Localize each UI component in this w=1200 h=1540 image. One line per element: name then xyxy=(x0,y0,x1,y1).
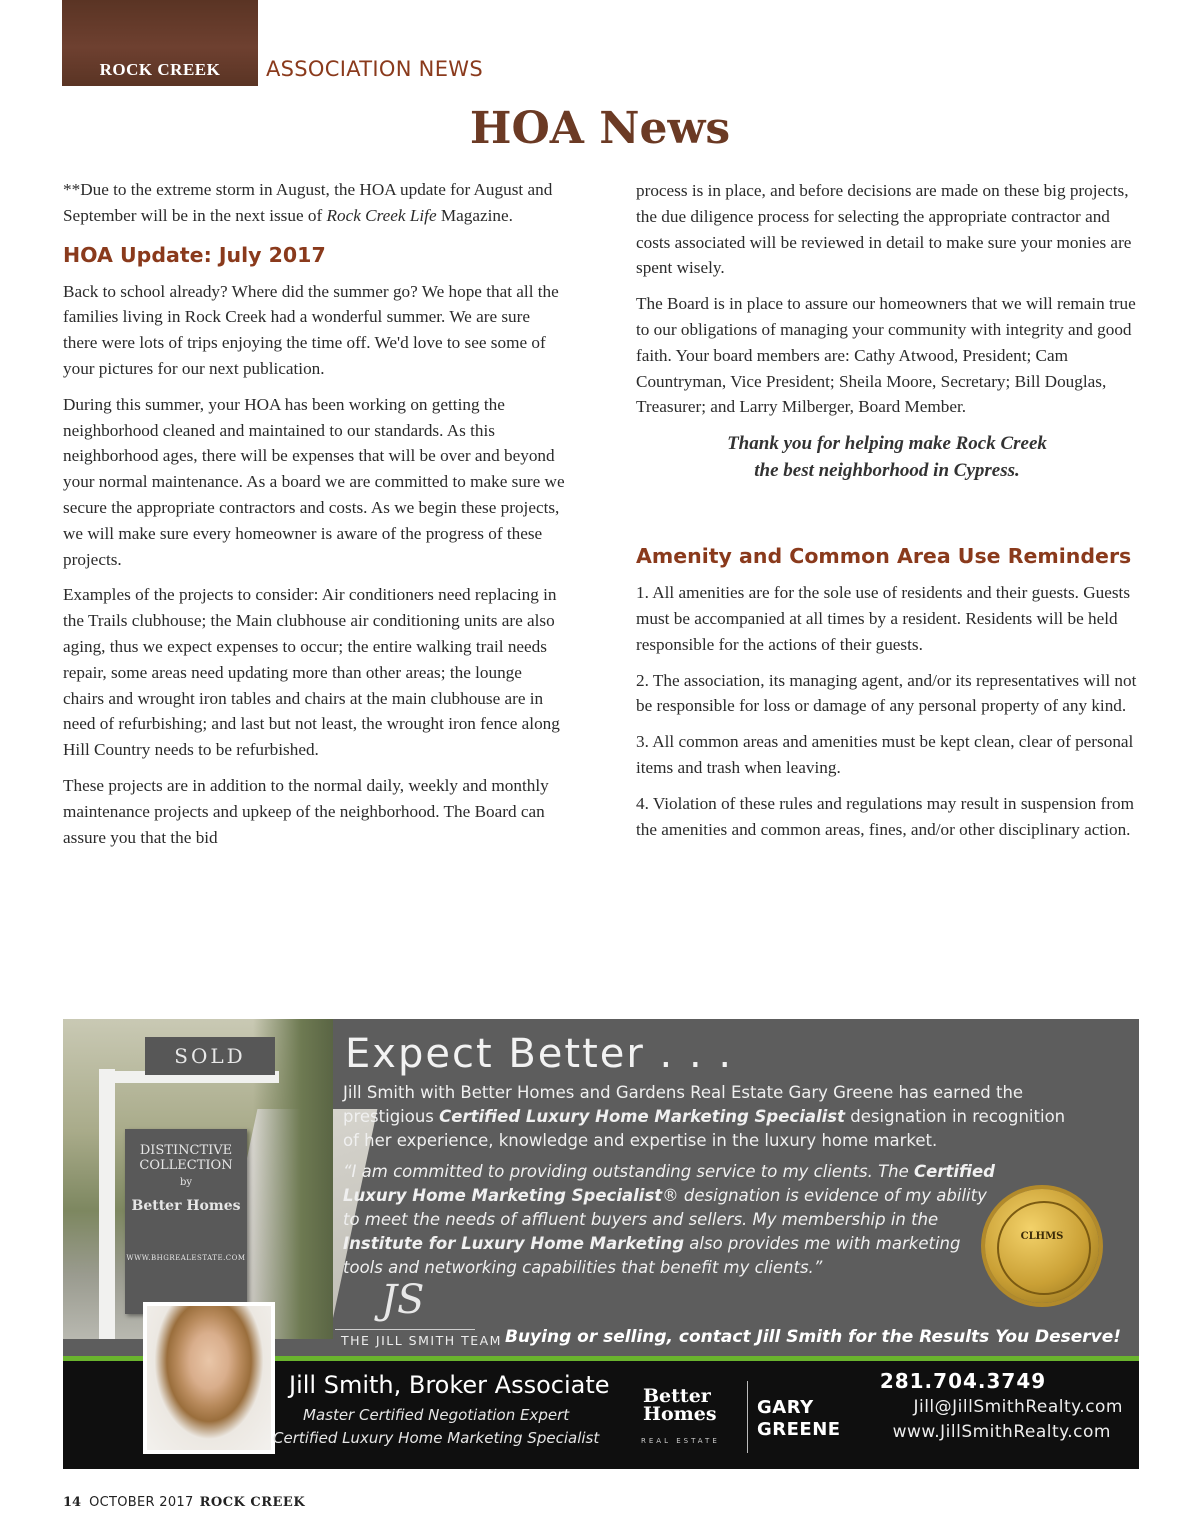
sign-post xyxy=(99,1069,115,1339)
rule-item: 4. Violation of these rules and regulations may result in suspension from the amenities and common areas, fines, and/or other disciplinary action. xyxy=(636,793,1134,839)
agent-phone: 281.704.3749 xyxy=(879,1369,1047,1393)
gary-greene-logo: GARY GREENE xyxy=(757,1397,841,1440)
ad-intro: Jill Smith with Better Homes and Gardens Real Estate Gary Greene has earned the prestigious Certified Luxury Home Marketing Specialist designation in recognition of her experience, knowledge and expertise in the luxury home market. xyxy=(343,1083,1066,1150)
better-homes-logo-subtext: REAL ESTATE xyxy=(641,1437,720,1445)
storm-note: **Due to the extreme storm in August, the HOA update for August and September will be in the next issue of Rock Creek Life Magazine. xyxy=(63,180,553,225)
section-label: ASSOCIATION NEWS xyxy=(266,57,483,81)
masthead-brand: ROCK CREEK xyxy=(99,60,221,79)
distinctive-collection-sign: DISTINCTIVE COLLECTION by Better Homes WWW.BHGREALESTATE.COM xyxy=(125,1129,247,1314)
paragraph: process is in place, and before decisions are made on these big projects, the due diligence process for selecting the appropriate contractor and costs associated will be reviewed in detail to make sure your monies are spent wisely. xyxy=(636,181,1132,278)
left-column xyxy=(63,177,565,860)
ad-headline: Expect Better . . . xyxy=(345,1031,734,1077)
agent-website: www.JillSmithRealty.com xyxy=(892,1422,1111,1442)
paragraph: Examples of the projects to consider: Air conditioners need replacing in the Trails clubhouse; the Main clubhouse air conditioning units are also aging, thus we expect expenses to occur; the entire walking trail needs repair, some areas need updating more than other areas; the lounge chairs and wrought iron tables and chairs at the main clubhouse are in need of refurbishing; and last but not least, the wrought iron fence along Hill Country needs to be refurbished. xyxy=(63,585,560,760)
rule-item: 1. All amenities are for the sole use of residents and their guests. Guests must be accompanied at all times by a resident. Residents will be held responsible for the actions of their guests. xyxy=(636,583,1131,654)
better-homes-logo: Better Homes xyxy=(643,1385,717,1425)
amenity-heading: Amenity and Common Area Use Reminders xyxy=(636,544,1132,569)
rule-item: 3. All common areas and amenities must be kept clean, clear of personal items and trash when leaving. xyxy=(636,732,1134,777)
ad-quote: “I am committed to providing outstanding service to my clients. The Certified Luxury Home Marketing Specialist® designation is evidence of my ability to meet the needs of affluent buyers and sellers. My membership in the Institute for Luxury Home Marketing also provides me with marketing tools and networking capabilities that benefit my clients.” xyxy=(343,1162,995,1277)
agent-email: Jill@JillSmithRealty.com xyxy=(913,1397,1123,1417)
magazine-name: Rock Creek Life xyxy=(326,205,437,225)
agent-photo xyxy=(147,1306,271,1450)
update-heading: HOA Update: July 2017 xyxy=(63,242,326,267)
signature-monogram: JS xyxy=(381,1277,425,1323)
signature-line xyxy=(335,1329,475,1330)
footer-magazine-name: ROCK CREEK xyxy=(199,1495,306,1510)
page-footer xyxy=(63,1494,305,1510)
team-name: THE JILL SMITH TEAM xyxy=(341,1333,502,1348)
issue-date: OCTOBER 2017 xyxy=(89,1495,194,1510)
sold-sign: SOLD xyxy=(145,1037,275,1075)
right-column xyxy=(636,178,1138,852)
page-number: 14 xyxy=(63,1495,82,1510)
paragraph: During this summer, your HOA has been working on getting the neighborhood cleaned and maintained to our standards. As this neighborhood ages, there will be expenses that will be over and beyond your normal maintenance. As a board we are committed to make sure we secure the appropriate contractors and costs. As we begin these projects, we will make sure every homeowner is aware of the progress of these projects. xyxy=(63,394,565,569)
page-title: HOA News xyxy=(469,103,731,154)
logo-divider xyxy=(747,1381,748,1453)
ad-call-to-action: Buying or selling, contact Jill Smith for the Results You Deserve! xyxy=(505,1327,1122,1347)
clhms-seal-icon: CLHMS xyxy=(985,1189,1099,1303)
board-members-paragraph: The Board is in place to assure our homeowners that we will remain true to our obligations of managing your community with integrity and good faith. Your board members are: Cathy Atwood, President; Cam Countryman, Vice President; Sheila Moore, Secretary; Bill Douglas, Treasurer; and Larry Milberger, Board Member. xyxy=(636,294,1136,417)
rule-item: 2. The association, its managing agent, and/or its representatives will not be responsible for loss or damage of any personal property of any kind. xyxy=(636,670,1137,716)
seal-ring xyxy=(997,1201,1091,1295)
thank-you-note: Thank you for helping make Rock Creek the best neighborhood in Cypress. xyxy=(727,433,1047,482)
agent-title: Certified Luxury Home Marketing Specialist xyxy=(273,1429,600,1447)
paragraph: Back to school already? Where did the summer go? We hope that all the families living in Rock Creek had a wonderful summer. We are sure there were lots of trips enjoying the time off. We'd love to see some of your pictures for our next publication. xyxy=(63,281,559,378)
agent-name: Jill Smith, Broker Associate xyxy=(289,1371,610,1399)
agent-headshot xyxy=(143,1302,275,1454)
realtor-advertisement xyxy=(63,1019,1139,1469)
paragraph: These projects are in addition to the normal daily, weekly and monthly maintenance projects and upkeep of the neighborhood. The Board can assure you that the bid xyxy=(63,775,549,847)
agent-title: Master Certified Negotiation Expert xyxy=(303,1406,570,1424)
